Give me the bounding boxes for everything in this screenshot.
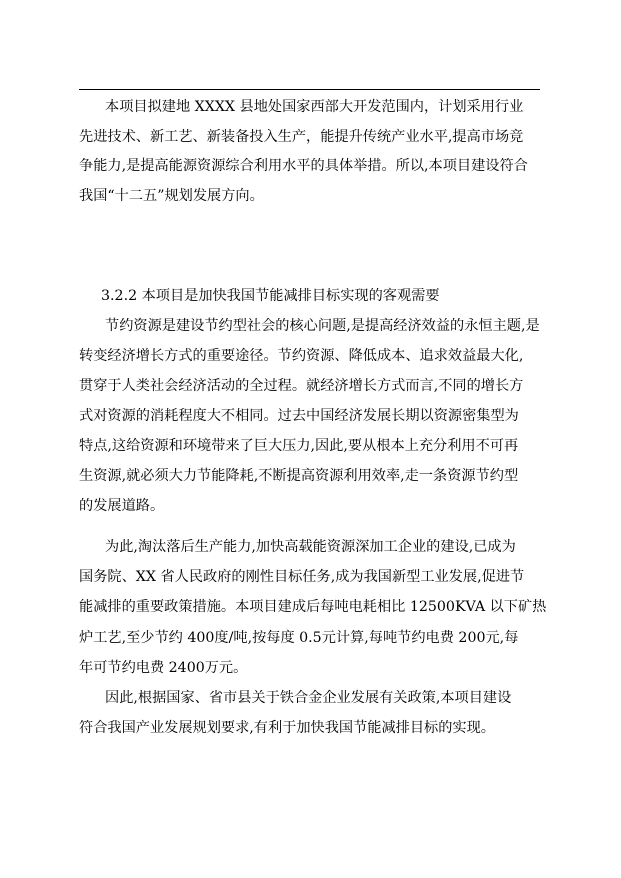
paragraph-3-line: 能减排的重要政策措施。本项目建成后每吨电耗相比 12500KVA 以下矿热 <box>79 599 547 615</box>
paragraph-2-line: 转变经济增长方式的重要途径。节约资源、降低成本、追求效益最大化, <box>79 348 524 364</box>
paragraph-2-line: 贯穿于人类社会经济活动的全过程。就经济增长方式而言,不同的增长方 <box>79 378 524 394</box>
paragraph-1-line: 我国“十二五”规划发展方向。 <box>79 188 264 204</box>
paragraph-1-line: 先进技术、新工艺、新装备投入生产，能提升传统产业水平,提高市场竞 <box>79 129 524 145</box>
paragraph-3-line: 炉工艺,至少节约 400度/吨,按每度 0.5元计算,每吨节约电费 200元,每 <box>79 630 519 646</box>
paragraph-3-line: 国务院、XX 省人民政府的刚性目标任务,成为我国新型工业发展,促进节 <box>79 569 525 585</box>
header-rule <box>79 89 540 90</box>
paragraph-1-line: 争能力,是提高能源资源综合利用水平的具体举措。所以,本项目建设符合 <box>79 158 528 174</box>
paragraph-2-line: 生资源,就必须大力节能降耗,不断提高资源利用效率,走一条资源节约型 <box>79 468 519 484</box>
paragraph-3-line: 为此,淘汰落后生产能力,加快高载能资源深加工企业的建设,已成为 <box>105 539 516 555</box>
paragraph-2-line: 特点,这给资源和环境带来了巨大压力,因此,要从根本上充分利用不可再 <box>79 438 519 454</box>
paragraph-4-line: 因此,根据国家、省市县关于铁合金企业发展有关政策,本项目建设 <box>105 690 512 706</box>
paragraph-1-line: 本项目拟建地 XXXX 县地处国家西部大开发范围内，计划采用行业 <box>105 99 524 115</box>
paragraph-4-line: 符合我国产业发展规划要求,有利于加快我国节能减排目标的实现。 <box>79 720 495 736</box>
paragraph-3-line: 年可节约电费 2400万元。 <box>79 660 248 676</box>
paragraph-2-line: 的发展道路。 <box>79 498 165 514</box>
paragraph-2-line: 节约资源是建设节约型社会的核心问题,是提高经济效益的永恒主题,是 <box>105 318 540 334</box>
paragraph-2-line: 式对资源的消耗程度大不相同。过去中国经济发展长期以资源密集型为 <box>79 408 519 424</box>
section-heading: 3.2.2 本项目是加快我国节能减排目标实现的客观需要 <box>101 288 440 304</box>
